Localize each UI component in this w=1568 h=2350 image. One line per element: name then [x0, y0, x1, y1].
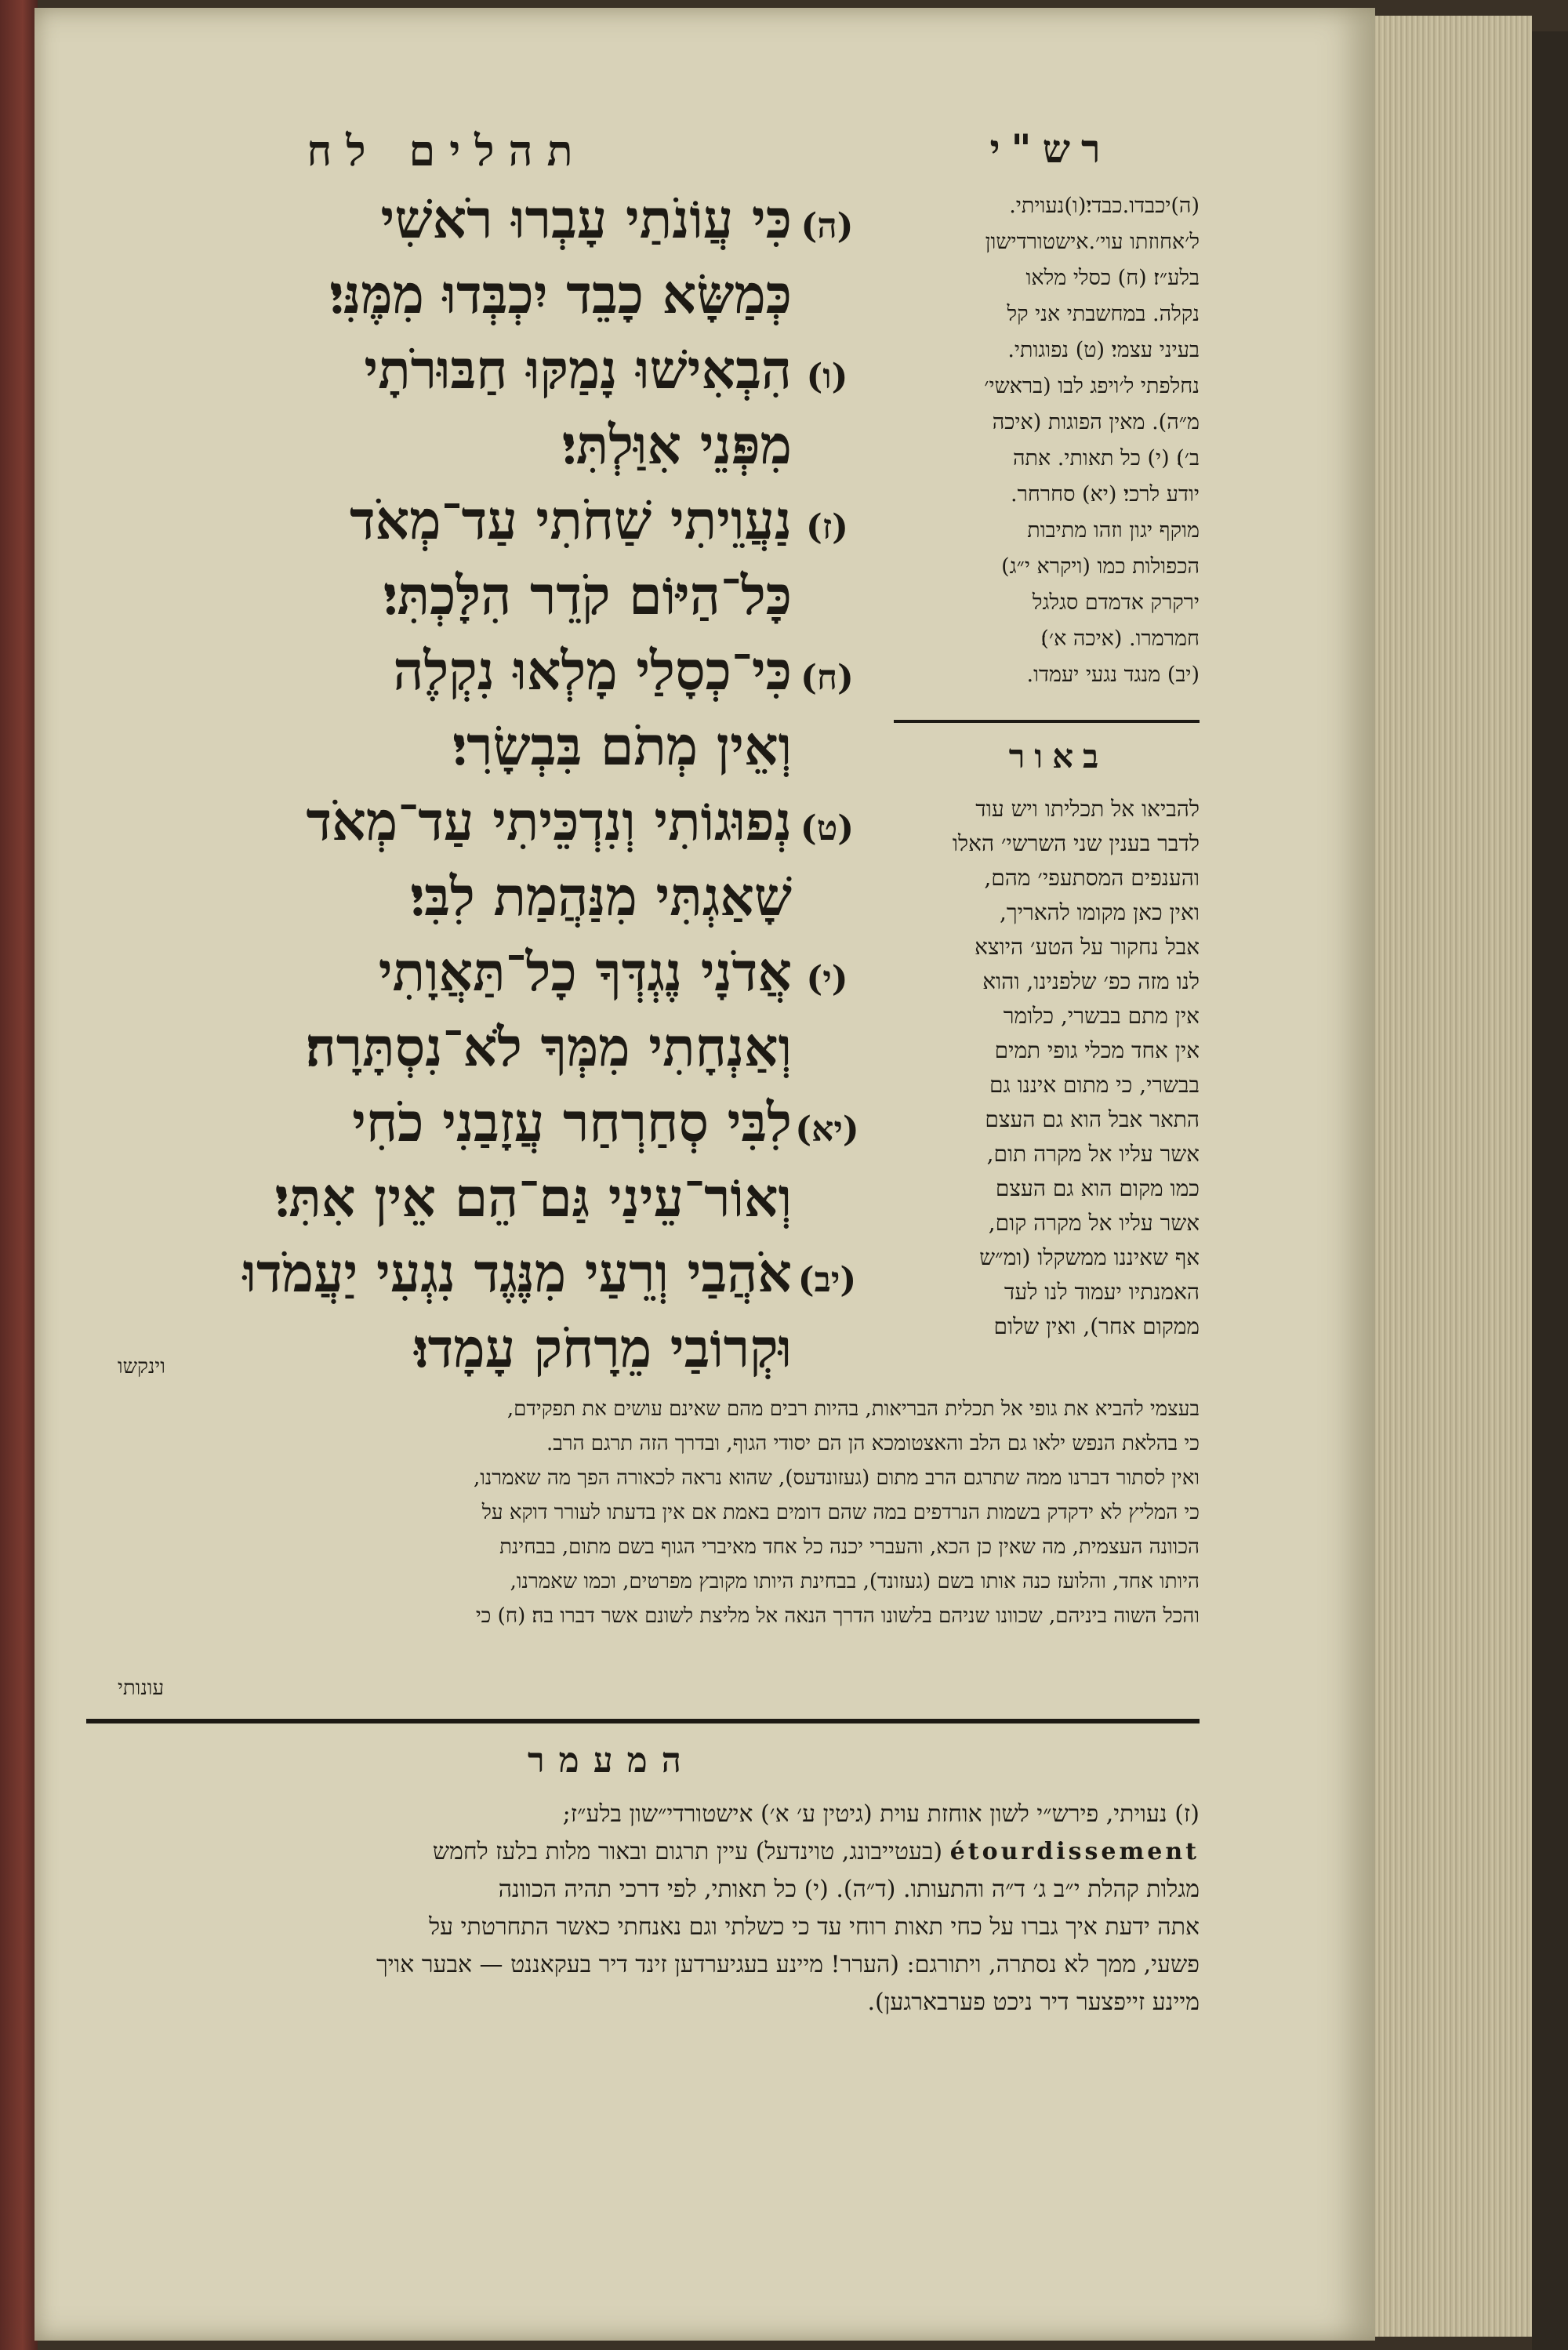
verse-number: (ז)	[806, 507, 848, 547]
verse-number: (ו)	[806, 357, 848, 397]
verse-text: מִפְּנֵי אִוַּלְתִּי׃	[561, 414, 792, 477]
verse-text: כָּל־הַיּוֹם קֹדֵר הִלָּכְתִּי׃	[383, 565, 792, 627]
verse-number: (יא)	[795, 1110, 859, 1150]
meamar-line: אתה ידעת איך גברו על כחי תאות רוחי עד כי כשלתי וגם נאנחתי כאשר התחרטתי על	[429, 1913, 1200, 1941]
rashi-line: בלע״ז׃ (ח) כסלי מלאו	[1025, 266, 1200, 290]
verse-line	[94, 790, 862, 866]
biur-column	[894, 792, 1200, 1344]
rashi-line: חמרמרו. (איכה א׳)׃	[1040, 627, 1200, 651]
meamar-text: (בעטייבונג, טוינדעל) עיין תרגום ובאור מלות בלעז לחמש	[432, 1838, 943, 1865]
verse-line	[94, 414, 862, 489]
verse-number: (ט)	[800, 808, 855, 848]
book-cover-edge	[0, 0, 38, 2350]
biur-line: להביאו אל תכליתו ויש עוד	[975, 796, 1200, 822]
verse-text: נְפוּגוֹתִי וְנִדְכֵּיתִי עַד־מְאֹד	[306, 790, 792, 853]
biur-fullwidth	[86, 1392, 1200, 1633]
biur-line: לנו מזה כפ׳ שלפנינו, והוא	[982, 968, 1200, 994]
meamar-line: מיינע זייפצער דיר ניכט פערבארגען).	[867, 1989, 1200, 2016]
verse-line	[94, 1167, 862, 1242]
biur-line: אשר עליו אל מקרה קום,	[988, 1210, 1200, 1236]
verse-line	[94, 1317, 862, 1393]
rashi-line: הכפולות כמו (ויקרא י״ג)	[1001, 554, 1200, 579]
rashi-line: מ״ה). מאין הפוגות (איכה	[992, 410, 1200, 434]
verse-text: וְאַנְחָתִי מִמְּךָ לֹא־נִסְתָּרָה׃	[305, 1016, 792, 1079]
verse-line	[94, 263, 862, 339]
biur-line: אף שאיננו ממשקלו (ומ״ש	[979, 1244, 1200, 1270]
biur-line: כי המליץ לא ידקדק בשמות הנרדפים במה שהם דומים באמת אם אין בדעתו לעורר דוקא על	[481, 1501, 1200, 1524]
meamar-line	[86, 1833, 1200, 1871]
verse-text: וְאֵין מְתֹם בִּבְשָׂרִי׃	[452, 715, 792, 778]
biur-line: והכל השוה ביניהם, שכוונו שניהם בלשונו הדרך הנאה אל מליצת לשונם אשר דברו בה׃ (ח) כי	[475, 1604, 1200, 1628]
meamar-body	[86, 1796, 1200, 2021]
psalm-verses	[94, 188, 862, 1393]
biur-line: כי בהלאת הנפש ילאו גם הלב והאצטומכא הן הם יסודי הגוף, ובדרך הזה תרגם הרב.	[546, 1432, 1200, 1455]
biur-line: היותו אחד, והלועז כנה אותו בשם (געזונד), בבחינת היותו מקובץ מפרטים, וכמו שאמרנו,	[510, 1570, 1200, 1593]
biur-line: ואין לסתור דברנו ממה שתרגם הרב מתום (געזונדעס), שהוא נראה לכאורה הפך מה שאמרנו,	[473, 1466, 1200, 1490]
verse-text: כִּי־כְסָלַי מָלְאוּ נִקְלֶה	[393, 640, 792, 703]
verse-line	[94, 715, 862, 790]
verse-line	[94, 1242, 862, 1317]
biur-line: אשר עליו אל מקרה תום,	[986, 1141, 1200, 1167]
biur-header: באור	[1008, 737, 1109, 775]
verse-text: הִבְאִישׁוּ נָמַקּוּ חַבּוּרֹתָי	[364, 339, 792, 401]
verse-number: (ה)	[800, 206, 854, 246]
verse-text: שָׁאַגְתִּי מִנַּהֲמַת לִבִּי׃	[410, 866, 792, 928]
rashi-line: ירקרק אדמדם סגלגל	[1032, 590, 1200, 615]
meamar-line: (ז) נעויתי, פירש״י לשון אוחזת עוית (גיטין ע׳ א׳) אישטורדי״שון בלע״ז;	[562, 1800, 1200, 1828]
latin-word: étourdissement	[949, 1838, 1200, 1865]
rashi-line: נחלפתי ל׳ויפג לבו (בראשי׳	[984, 374, 1200, 398]
verse-number: (ח)	[800, 658, 854, 698]
biur-line: האמנתיו יעמוד לנו לעד	[1004, 1279, 1200, 1305]
biur-line: ואין כאן מקומו להאריך,	[999, 899, 1200, 925]
verse-text: נַעֲוֵיתִי שַׁחֹתִי עַד־מְאֹד	[349, 489, 792, 552]
biur-line: לדבר בענין שני השרשי׳ האלו	[952, 830, 1200, 856]
verse-line	[94, 1016, 862, 1091]
verse-text: כְּמַשָּׂא כָבֵד יִכְבְּדוּ מִמֶּנִּי׃	[329, 263, 792, 326]
verse-line	[94, 339, 862, 414]
rashi-line: נקלה. במחשבתי אני קל	[1007, 302, 1200, 326]
biur-line: אבל נחקור על הטע׳ היוצא	[975, 934, 1200, 960]
rashi-line: יודע לרכי׃ (יא) סחרחר.	[1011, 482, 1200, 507]
psalm-header: תהלים לח	[307, 125, 587, 176]
biur-line: הכוונה העצמית, מה שאין כן הכא, והעברי יכנה כל אחד מאיברי הגוף בשם מתום, בבחינת	[499, 1535, 1200, 1559]
verse-line	[94, 489, 862, 565]
meamar-line: פשעי, ממך לא נסתרה, ויתורגם: (הערר! מיינע בעגיערדען זינד דיר בעקאננט — אבער אויך	[376, 1951, 1200, 1978]
verse-line	[94, 640, 862, 715]
rashi-line: בעיני עצמי׃ (ט) נפוגותי.	[1007, 338, 1200, 362]
biur-line: אין אחד מכלי גופי תמים	[994, 1037, 1200, 1063]
rashi-header: רש"י	[989, 125, 1112, 172]
catchword-bottom: עונותי	[118, 1676, 165, 1700]
verse-line	[94, 866, 862, 941]
verse-number: (י)	[806, 959, 848, 999]
biur-line: התאר אבל הוא גם העצם	[985, 1106, 1200, 1132]
verse-text: וּקְרוֹבַי מֵרָחֹק עָמָדוּ׃	[414, 1317, 792, 1380]
catchword-left: וינקשו	[118, 1355, 165, 1378]
rashi-line: ל׳אחוזתו עוי׳.אישטורדישון	[985, 230, 1200, 254]
biur-line: אין מתם בבשרי, כלומר	[1003, 1003, 1200, 1029]
biur-line: כמו מקום הוא גם העצם	[995, 1175, 1200, 1201]
biur-line: והענפים המסתעפי׳ מהם,	[984, 865, 1200, 891]
verse-text: כִּי עֲוֹנֹתַי עָבְרוּ רֹאשִׁי	[380, 188, 792, 251]
verse-text: וְאוֹר־עֵינַי גַּם־הֵם אֵין אִתִּי׃	[274, 1167, 792, 1229]
verse-line	[94, 1091, 862, 1167]
biur-line: בבשרי, כי מתום איננו גם	[989, 1072, 1200, 1098]
section-divider	[86, 1719, 1200, 1723]
verse-text: אֲדֹנָי נֶגְדְּךָ כָל־תַּאֲוָתִי	[378, 941, 792, 1004]
meamar-header: המעמר	[528, 1741, 695, 1781]
verse-line	[94, 941, 862, 1016]
rashi-line: מוקף יגון וזהו מתיבות	[1027, 518, 1200, 543]
meamar-line: מגלות קהלת י״ב ג׳ ד״ה והתעותו. (ד״ה). (י) כל תאותי, לפי דרכי תהיה הכוונה	[498, 1876, 1200, 1903]
book-binding	[1532, 31, 1568, 2350]
page-stack-edge	[1375, 16, 1532, 2337]
verse-number: (יב)	[797, 1260, 857, 1300]
verse-text: אֹהֲבַי וְרֵעַי מִנֶּגֶד נִגְעִי יַעֲמֹדוּ	[242, 1242, 792, 1305]
verse-line	[94, 188, 862, 263]
verse-line	[94, 565, 862, 640]
verse-text: לִבִּי סְחַרְחַר עֲזָבַנִי כֹחִי	[352, 1091, 792, 1154]
biur-line: בעצמי להביא את גופי אל תכלית הבריאות, בהיות רבים מהם שאינם עושים את תפקידם,	[506, 1397, 1200, 1421]
rashi-line: (ה)יכבדו.כבדי׃(ו)נעויתי.	[1009, 194, 1200, 218]
rashi-divider	[894, 720, 1200, 723]
biur-line: ממקום אחר), ואין שלום	[993, 1313, 1200, 1339]
rashi-line: (יב) מנגד נגעי יעמדו.	[1026, 663, 1200, 687]
rashi-commentary	[894, 188, 1200, 693]
rashi-line: ב׳)׃ (י) כל תאותי. אתה	[1013, 446, 1200, 470]
